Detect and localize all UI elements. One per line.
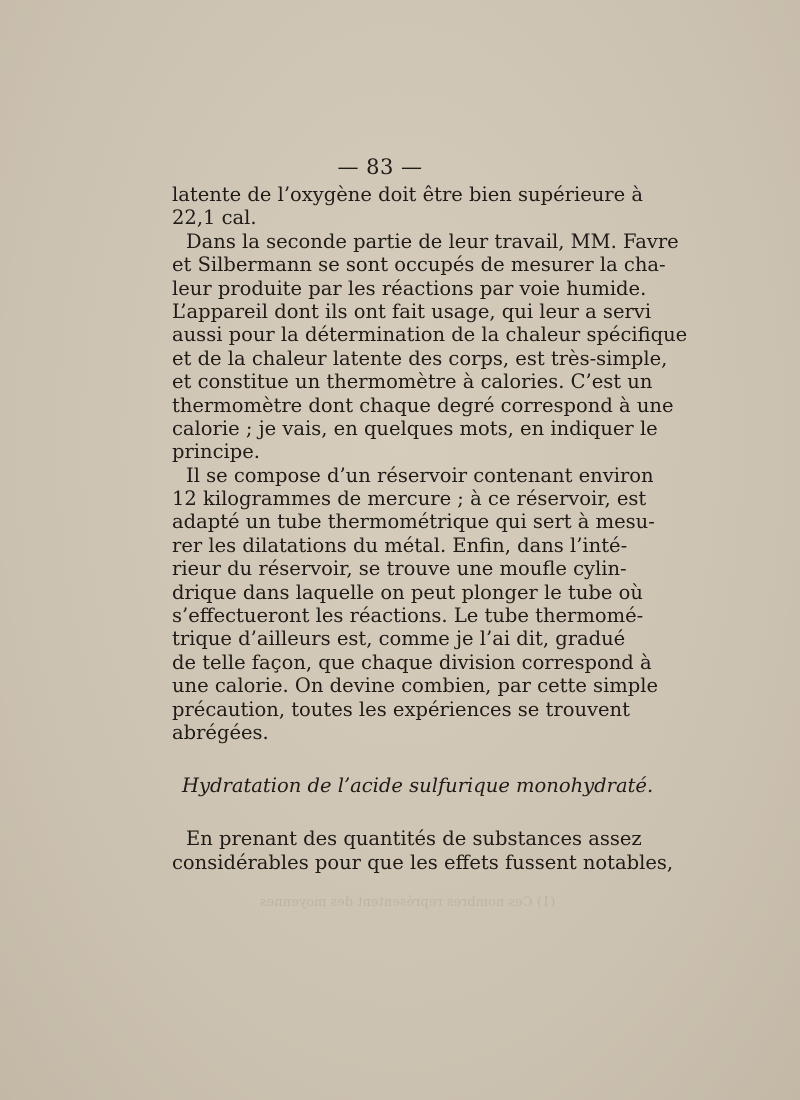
text-line: considérables pour que les effets fussent notables, (172, 850, 674, 874)
text-line: thermomètre dont chaque degré correspond à une (172, 393, 674, 417)
page-number: — 83 — (337, 155, 423, 179)
text-line: Il se compose d’un réservoir contenant environ (186, 463, 654, 487)
text-line: L’appareil dont ils ont fait usage, qui leur a servi (172, 299, 652, 323)
section-heading: Hydratation de l’acide sulfurique monohydraté. (182, 774, 654, 798)
text-line: et Silbermann se sont occupés de mesurer la cha- (172, 253, 666, 277)
text-line: adapté un tube thermométrique qui sert à mesu- (172, 510, 655, 534)
text-line: leur produite par les réactions par voie humide. (172, 276, 647, 300)
page-text (172, 153, 688, 874)
paragraph-4 (172, 827, 674, 874)
text-line: abrégées. (172, 720, 269, 744)
text-line: rieur du réservoir, se trouve une moufle cylin- (172, 557, 627, 581)
text-line: une calorie. On devine combien, par cette simple (172, 674, 659, 698)
text-line: rer les dilatations du métal. Enfin, dans l’inté- (172, 533, 628, 557)
text-line: 12 kilogrammes de mercure ; à ce réservoir, est (172, 487, 647, 511)
paragraph-2 (172, 229, 688, 464)
text-line: aussi pour la détermination de la chaleur spécifique (172, 323, 688, 347)
text-line: et constitue un thermomètre à calories. C’est un (172, 370, 653, 394)
text-line: latente de l’oxygène doit être bien supérieure à (172, 183, 643, 206)
text-line: et de la chaleur latente des corps, est très-simple, (172, 346, 668, 370)
text-line: 22,1 cal. (172, 206, 257, 230)
paragraph-3 (172, 463, 659, 745)
text-line: En prenant des quantités de substances assez (186, 827, 642, 851)
text-line: principe. (172, 440, 260, 464)
text-line: Dans la seconde partie de leur travail, MM. Favre (186, 229, 679, 253)
text-line: trique d’ailleurs est, comme je l’ai dit, gradué (172, 627, 626, 651)
text-line: drique dans laquelle on peut plonger le tube où (172, 580, 643, 604)
text-line: s’effectueront les réactions. Le tube thermomé- (172, 604, 644, 628)
text-line: de telle façon, que chaque division correspond à (172, 650, 652, 674)
text-line: calorie ; je vais, en quelques mots, en indiquer le (172, 416, 658, 440)
paragraph-1 (172, 183, 643, 230)
bleed-through-text: (1) Ces nombres représentent des moyennes (260, 895, 556, 910)
text-line: précaution, toutes les expériences se trouvent (172, 697, 630, 721)
